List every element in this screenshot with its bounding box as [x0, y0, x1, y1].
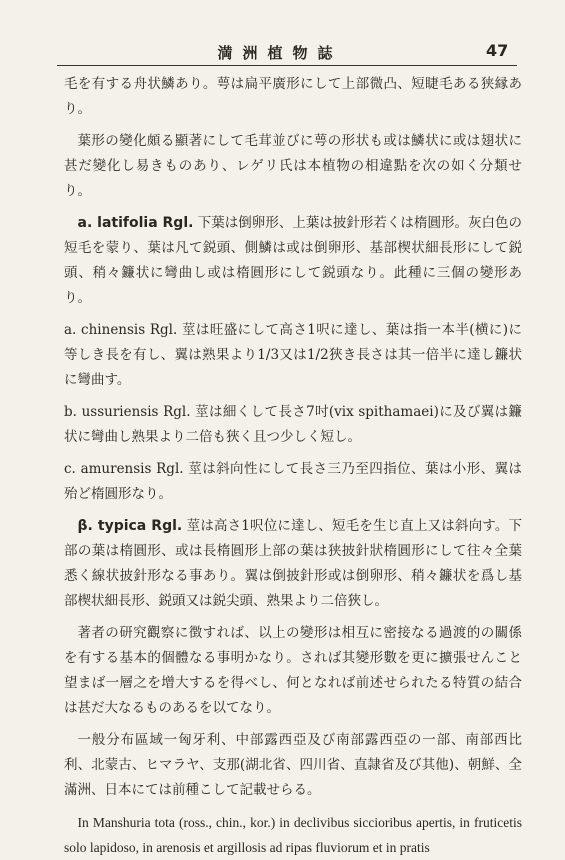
paragraph-text: 一般分布區域一匈牙利、中部露西亞及び南部露西亞の一部、南部西比利、北蒙古、ヒマラヤ、支那(湖北省、四川省、直隷省及び其他)、朝鮮、全滿洲、日本にては前種こして記載せらる。 [64, 732, 522, 798]
paragraph-text: 毛を有する舟状鱗あり。萼は扁平廣形にして上部微凸、短睫毛ある狭縁あり。 [64, 76, 522, 117]
page-header [0, 38, 565, 64]
paragraph-text: 著者の研究觀察に徴すれば、以上の變形は相互に密接なる過渡的の關係を有する基本的個體なる事明かなり。されば其變形數を更に擴張せんこと望まば一層之を增大するを得べし、何となれば前述せられたる特質の結合は甚だ大なるものあるを以てなり。 [64, 625, 522, 716]
page-number: 47 [486, 41, 509, 60]
paragraph-variation [64, 129, 522, 204]
body-text [64, 72, 522, 860]
paragraph-latin-habitat [64, 810, 522, 860]
paragraph-ussuriensis [64, 400, 522, 450]
variety-label: β. typica Rgl. [77, 518, 183, 534]
paragraph-latifolia [64, 211, 522, 311]
paragraph-text: a. chinensis Rgl. 莖は旺盛にして高さ1呎に達し、葉は指一本半(横に)に等しき長を有し、翼は熟果より1/3又は1/2狹き長さは其一倍半に達し鐮状に彎曲す。 [64, 322, 522, 388]
paragraph-typica [64, 514, 522, 614]
running-head: 満洲植物誌 [217, 44, 343, 62]
header-rule [57, 65, 517, 66]
paragraph-chinensis [64, 318, 522, 393]
variety-label: a. latifolia Rgl. [77, 215, 194, 231]
paragraph-text: b. ussuriensis Rgl. 莖は細くして長さ7吋(vix spithamaei)に及び翼は鐮状に彎曲し熟果より二倍も狹く且つ少しく短し。 [64, 404, 522, 445]
paragraph-distribution [64, 728, 522, 803]
paragraph-text: 下葉は倒卵形、上葉は披針形若くは楕圓形。灰白色の短毛を蒙り、葉は凡て鋭頭、側鱗は或は倒卵形、基部楔状細長形にして鋭頭、稍々鐮状に彎曲し或は楕圓形にして鋭頭なり。此種に三個の變形あり。 [64, 215, 522, 306]
paragraph-text: c. amurensis Rgl. 莖は斜向性にして長さ三乃至四指位、葉は小形、翼は殆ど楕圓形なり。 [64, 461, 522, 502]
paragraph-text: 葉形の變化頗る顯著にして毛茸並びに萼の形状も或は鱗状に或は翅状に甚だ變化し易きものあり、レゲリ氏は本植物の相違點を次の如く分類せり。 [64, 133, 522, 199]
paragraph-author-note [64, 621, 522, 721]
paragraph-amurensis [64, 457, 522, 507]
paragraph-text: In Manshuria tota (ross., chin., kor.) in declivibus siccioribus apertis, in fruticetis solo lapidoso, in arenosis et argillosis ad ripas fluviorum et in pratis [64, 815, 522, 855]
paragraph-bract [64, 72, 522, 122]
paragraph-text: 莖は高さ1呎位に達し、短毛を生じ直上又は斜向す。下部の葉は楕圓形、或は長楕圓形上部の葉は狭披針狀楕圓形にして往々全葉悉く線状披針形なる事あり。翼は倒披針形或は倒卵形、稍々鐮状を爲し基部楔状細長形、鋭頭又は鋭尖頭、熟果より二倍狹し。 [64, 518, 522, 609]
